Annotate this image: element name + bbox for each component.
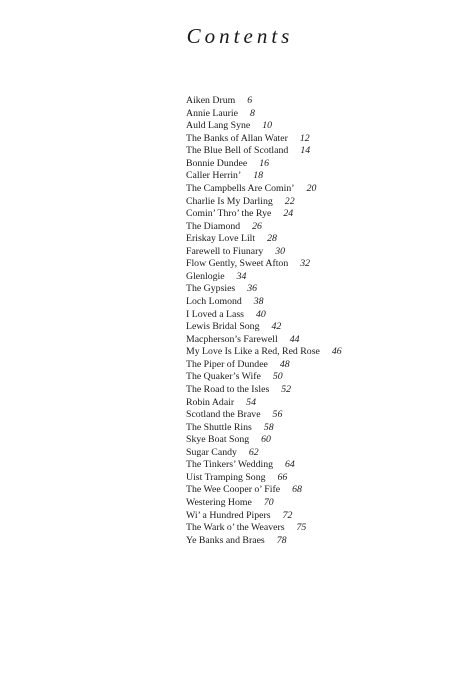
entry-title: The Campbells Are Comin’	[186, 182, 295, 194]
contents-entry[interactable]	[186, 371, 342, 384]
contents-entry[interactable]	[186, 384, 342, 397]
entry-title: The Diamond	[186, 220, 241, 232]
contents-entry[interactable]	[186, 183, 342, 196]
entry-title: Wi’ a Hundred Pipers	[186, 509, 271, 521]
entry-title: Westering Home	[186, 497, 252, 508]
entry-page-number: 62	[248, 446, 259, 458]
contents-entry[interactable]	[186, 196, 342, 209]
entry-page-number: 30	[275, 245, 286, 257]
contents-entry[interactable]	[186, 221, 342, 234]
entry-title: The Banks of Allan Water	[186, 132, 288, 144]
entry-title: Glenlogie	[186, 270, 225, 282]
contents-entry[interactable]	[186, 233, 342, 246]
entry-title: Ye Banks and Braes	[186, 534, 265, 546]
entry-page-number: 66	[277, 471, 288, 483]
entry-title: The Road to the Isles	[186, 383, 270, 395]
entry-page-number: 22	[284, 195, 295, 207]
contents-entry[interactable]	[186, 346, 342, 359]
entry-title: Skye Boat Song	[186, 434, 250, 446]
entry-title: Sugar Candy	[186, 446, 237, 458]
entry-page-number: 64	[285, 459, 295, 471]
entry-page-number: 75	[296, 522, 307, 534]
entry-title: Flow Gently, Sweet Afton	[186, 258, 289, 270]
entry-title: Robin Adair	[186, 396, 235, 408]
entry-title: The Tinkers’ Wedding	[186, 459, 274, 471]
contents-entry[interactable]	[186, 145, 342, 158]
entry-page-number: 26	[252, 220, 262, 232]
contents-entry[interactable]	[186, 484, 342, 497]
entry-title: Lewis Bridal Song	[186, 321, 260, 333]
contents-entry[interactable]	[186, 535, 342, 548]
page-title: Contents	[186, 24, 294, 48]
entry-title: The Wee Cooper o’ Fife	[186, 484, 281, 496]
entry-page-number: 48	[279, 358, 290, 370]
contents-entry[interactable]	[186, 472, 342, 485]
entry-page-number: 10	[262, 120, 273, 132]
contents-entry[interactable]	[186, 434, 342, 447]
entry-page-number: 34	[236, 270, 247, 282]
contents-list	[186, 95, 342, 547]
contents-entry[interactable]	[186, 258, 342, 271]
contents-entry[interactable]	[186, 133, 342, 146]
entry-title: I Loved a Lass	[186, 308, 244, 320]
entry-page-number: 60	[261, 434, 271, 446]
entry-title: Comin’ Thro’ the Rye	[186, 208, 272, 220]
entry-title: The Blue Bell of Scotland	[186, 145, 289, 157]
entry-title: Charlie Is My Darling	[186, 195, 273, 207]
contents-entry[interactable]	[186, 447, 342, 460]
entry-page-number: 58	[263, 421, 274, 433]
entry-page-number: 68	[292, 484, 302, 496]
entry-page-number: 50	[272, 371, 283, 383]
entry-page-number: 12	[299, 132, 310, 144]
entry-title: Scotland the Brave	[186, 409, 261, 421]
contents-entry[interactable]	[186, 108, 342, 121]
entry-page-number: 38	[253, 296, 264, 307]
contents-entry[interactable]	[186, 208, 342, 221]
contents-entry[interactable]	[186, 246, 342, 259]
contents-entry[interactable]	[186, 271, 342, 284]
contents-entry[interactable]	[186, 459, 342, 472]
contents-entry[interactable]	[186, 283, 342, 296]
entry-page-number: 54	[246, 396, 256, 408]
contents-entry[interactable]	[186, 409, 342, 422]
entry-page-number: 36	[247, 283, 258, 295]
entry-title: Auld Lang Syne	[186, 120, 251, 132]
contents-entry[interactable]	[186, 422, 342, 435]
entry-page-number: 8	[249, 107, 255, 119]
entry-page-number: 6	[247, 95, 253, 106]
entry-title: Caller Herrin’	[186, 170, 242, 182]
contents-entry[interactable]	[186, 497, 342, 510]
entry-title: The Gypsies	[186, 283, 236, 295]
entry-title: Eriskay Love Lilt	[186, 233, 256, 245]
contents-entry[interactable]	[186, 309, 342, 322]
entry-page-number: 40	[255, 308, 266, 320]
entry-title: Loch Lomond	[186, 296, 242, 307]
contents-entry[interactable]	[186, 120, 342, 133]
contents-entry[interactable]	[186, 296, 342, 309]
entry-page-number: 78	[276, 534, 287, 546]
entry-page-number: 32	[300, 258, 311, 270]
entry-page-number: 28	[267, 233, 277, 245]
entry-page-number: 24	[283, 208, 294, 220]
entry-page-number: 52	[281, 383, 292, 395]
contents-entry[interactable]	[186, 359, 342, 372]
entry-page-number: 20	[306, 182, 317, 194]
entry-title: Annie Laurie	[186, 107, 238, 119]
contents-entry[interactable]	[186, 95, 342, 108]
contents-entry[interactable]	[186, 158, 342, 171]
entry-page-number: 46	[331, 346, 342, 358]
entry-title: Farewell to Fiunary	[186, 245, 264, 257]
contents-entry[interactable]	[186, 397, 342, 410]
contents-entry[interactable]	[186, 510, 342, 523]
entry-title: The Shuttle Rins	[186, 421, 252, 433]
entry-page-number: 44	[289, 333, 300, 345]
entry-title: The Quaker’s Wife	[186, 371, 261, 383]
entry-title: Bonnie Dundee	[186, 157, 248, 169]
entry-page-number: 56	[272, 409, 283, 421]
entry-title: Uist Tramping Song	[186, 471, 266, 483]
contents-entry[interactable]	[186, 522, 342, 535]
entry-page-number: 18	[253, 170, 264, 182]
entry-title: The Piper of Dundee	[186, 358, 268, 370]
contents-entry[interactable]	[186, 334, 342, 347]
entry-title: The Wark o’ the Weavers	[186, 522, 285, 534]
contents-entry[interactable]	[186, 321, 342, 334]
entry-page-number: 70	[263, 497, 274, 508]
entry-page-number: 16	[259, 157, 270, 169]
entry-page-number: 72	[282, 509, 293, 521]
entry-page-number: 42	[271, 321, 282, 333]
contents-entry[interactable]	[186, 170, 342, 183]
entry-title: My Love Is Like a Red, Red Rose	[186, 346, 320, 358]
entry-title: Macpherson’s Farewell	[186, 333, 278, 345]
entry-page-number: 14	[300, 145, 311, 157]
entry-title: Aiken Drum	[186, 95, 236, 106]
